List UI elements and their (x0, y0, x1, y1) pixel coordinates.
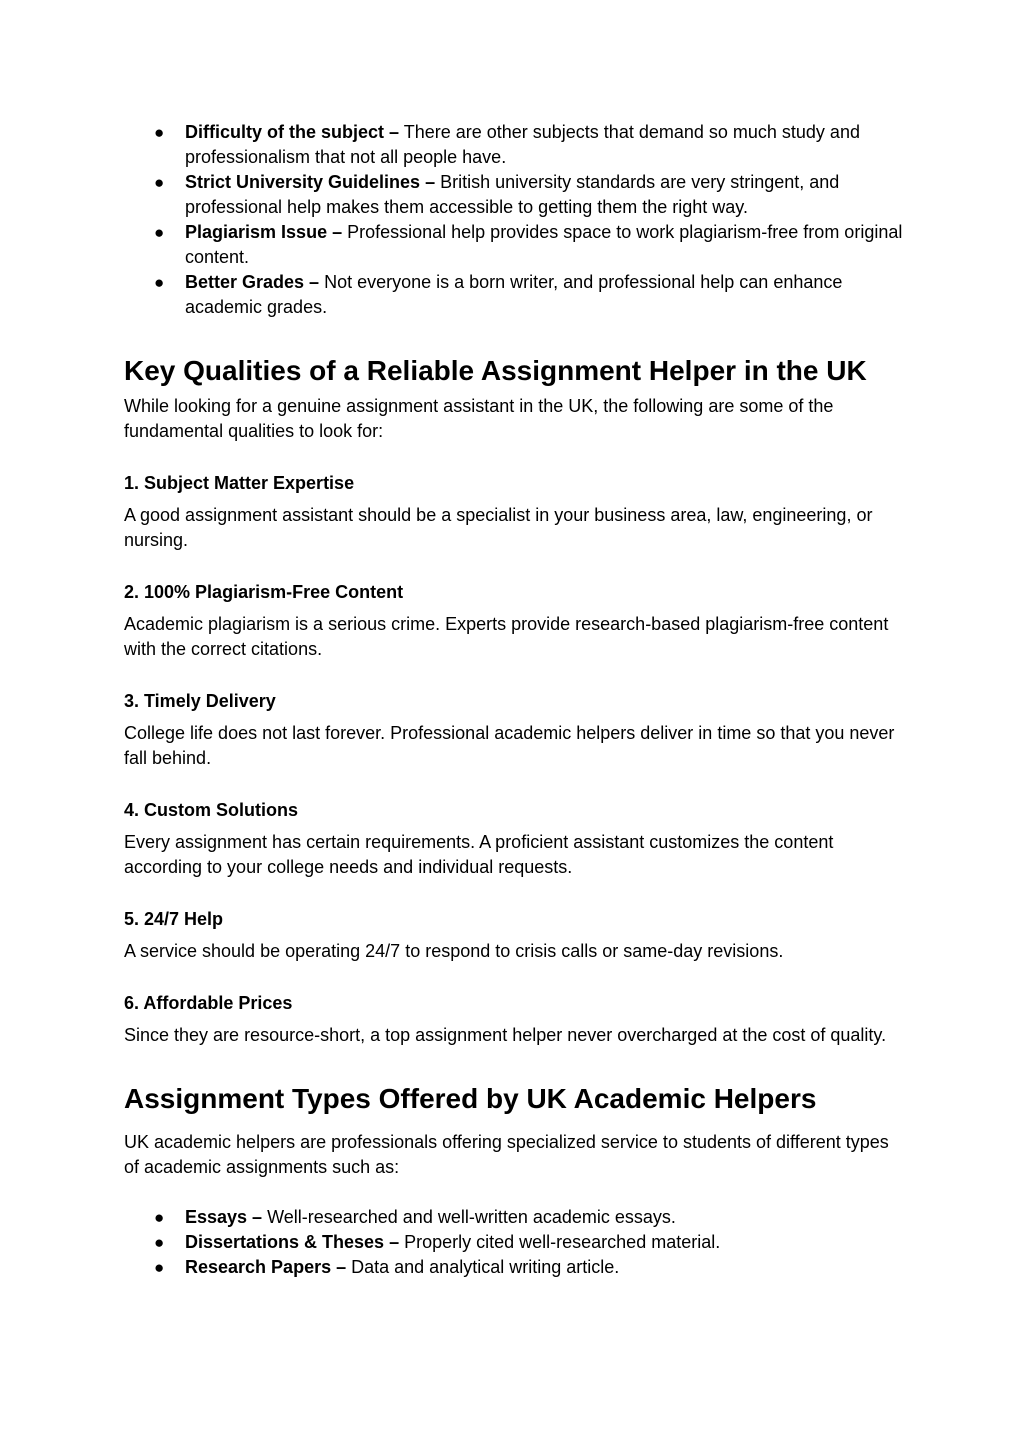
quality-body: A good assignment assistant should be a specialist in your business area, law, engineering, or nursing. (124, 505, 873, 550)
bullet-icon: ● (154, 1208, 165, 1227)
bullet-text: British university standards are very stringent, and professional help makes them accessible to getting them the right way. (185, 172, 840, 217)
list-item (154, 1205, 904, 1230)
bullet-lead: Research Papers – (185, 1257, 347, 1277)
bullet-lead: Better Grades – (185, 272, 320, 292)
bullet-lead: Strict University Guidelines – (185, 172, 436, 192)
quality-body: A service should be operating 24/7 to respond to crisis calls or same-day revisions. (124, 941, 784, 961)
bullet-text: There are other subjects that demand so much study and professionalism that not all people have. (185, 122, 860, 167)
list-item (154, 220, 904, 270)
assignment-types-list (124, 1205, 904, 1280)
section-heading-qualities: Key Qualities of a Reliable Assignment Helper in the UK (124, 355, 867, 386)
section-intro-qualities: While looking for a genuine assignment assistant in the UK, the following are some of the fundamental qualities to look for: (124, 396, 834, 441)
list-item (154, 1255, 904, 1280)
quality-body: Every assignment has certain requirements. A proficient assistant customizes the content according to your college needs and individual requests. (124, 832, 834, 877)
quality-title: 6. Affordable Prices (124, 993, 293, 1013)
bullet-icon: ● (154, 1233, 165, 1252)
bullet-text: Properly cited well-researched material. (399, 1232, 721, 1252)
list-item (154, 1230, 904, 1255)
bullet-text: Not everyone is a born writer, and professional help can enhance academic grades. (185, 272, 843, 317)
bullet-icon: ● (154, 123, 165, 142)
list-item (154, 270, 904, 320)
bullet-text: Data and analytical writing article. (346, 1257, 620, 1277)
quality-title: 3. Timely Delivery (124, 691, 276, 711)
section-intro-assignment-types: UK academic helpers are professionals offering specialized service to students of different types of academic assignments such as: (124, 1132, 889, 1177)
section-heading-assignment-types: Assignment Types Offered by UK Academic Helpers (124, 1083, 817, 1114)
list-item (154, 120, 904, 170)
bullet-text: Professional help provides space to work plagiarism-free from original content. (185, 222, 903, 267)
bullet-icon: ● (154, 173, 165, 192)
quality-title: 1. Subject Matter Expertise (124, 473, 355, 493)
bullet-lead: Plagiarism Issue – (185, 222, 343, 242)
bullet-lead: Essays – (185, 1207, 263, 1227)
quality-body: College life does not last forever. Professional academic helpers deliver in time so that you never fall behind. (124, 723, 895, 768)
quality-body: Academic plagiarism is a serious crime. Experts provide research-based plagiarism-free content with the correct citations. (124, 614, 889, 659)
quality-body: Since they are resource-short, a top assignment helper never overcharged at the cost of quality. (124, 1025, 887, 1045)
bullet-lead: Difficulty of the subject – (185, 122, 400, 142)
bullet-icon: ● (154, 223, 165, 242)
quality-title: 4. Custom Solutions (124, 800, 299, 820)
bullet-lead: Dissertations & Theses – (185, 1232, 400, 1252)
list-item (154, 170, 904, 220)
document-page (124, 120, 904, 1280)
top-bullet-list (124, 120, 904, 320)
quality-title: 5. 24/7 Help (124, 909, 224, 929)
bullet-text: Well-researched and well-written academic essays. (262, 1207, 676, 1227)
bullet-icon: ● (154, 1258, 165, 1277)
quality-title: 2. 100% Plagiarism-Free Content (124, 582, 404, 602)
bullet-icon: ● (154, 273, 165, 292)
